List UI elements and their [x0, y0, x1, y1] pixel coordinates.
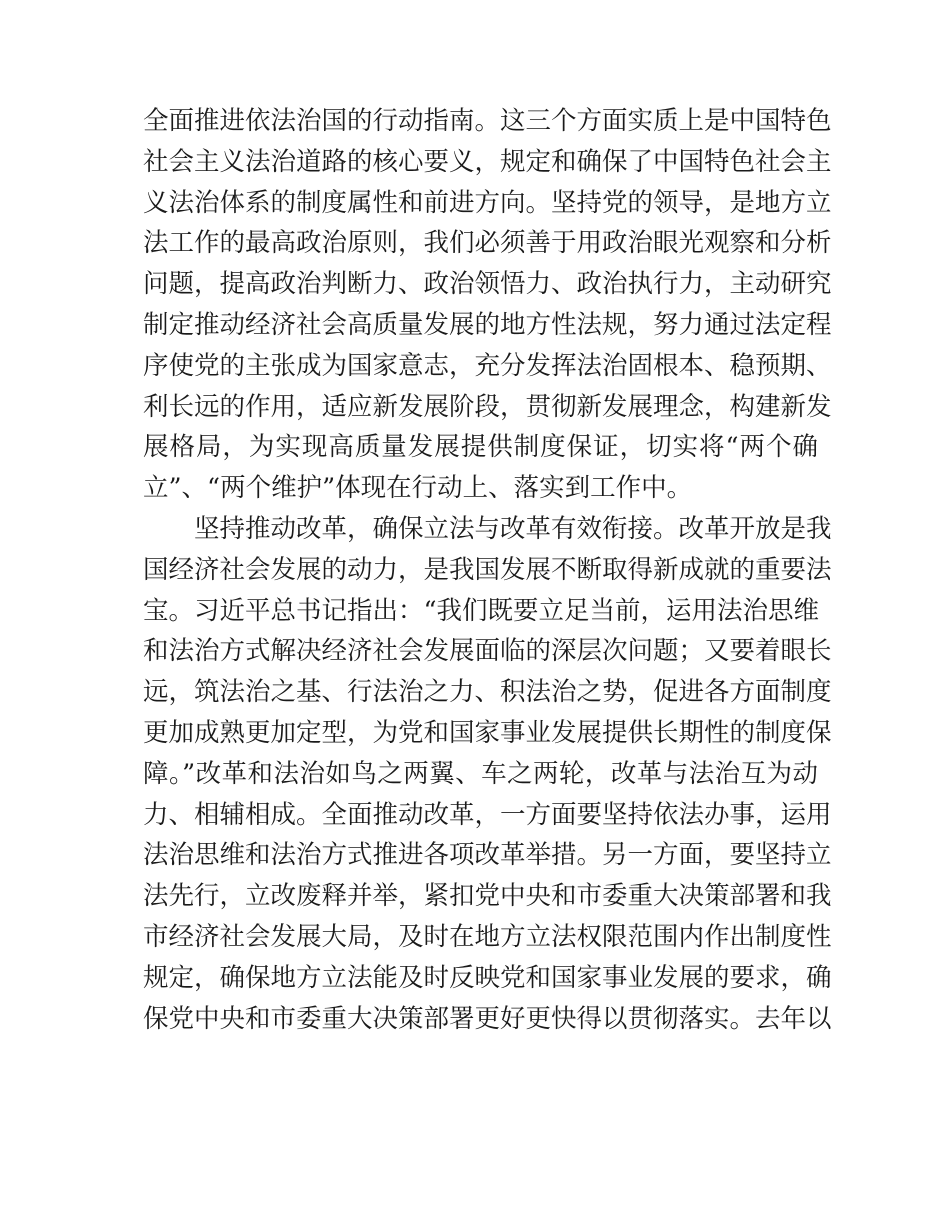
text-line: 更加成熟更加定型，为党和国家事业发展提供长期性的制度保: [143, 717, 832, 748]
text-line: 义法治体系的制度属性和前进方向。坚持党的领导，是地方立: [143, 187, 832, 218]
text-line: 市经济社会发展大局，及时在地方立法权限范围内作出制度性: [143, 921, 832, 952]
text-line: 远，筑法治之基、行法治之力、积法治之势，促进各方面制度: [143, 677, 832, 708]
document-body: [143, 101, 832, 1039]
text-line: 法治思维和法治方式推进各项改革举措。另一方面，要坚持立: [143, 840, 832, 871]
text-line: 全面推进依法治国的行动指南。这三个方面实质上是中国特色: [143, 106, 832, 136]
text-line: 规定，确保地方立法能及时反映党和国家事业发展的要求，确: [143, 962, 832, 993]
text-line: 法先行，立改废释并举，紧扣党中央和市委重大决策部署和我: [143, 881, 832, 912]
text-line: 社会主义法治道路的核心要义，规定和确保了中国特色社会主: [143, 146, 832, 177]
paragraph-1: [143, 101, 832, 509]
text-line: 序使党的主张成为国家意志，充分发挥法治固根本、稳预期、: [143, 350, 832, 381]
text-line: 保党中央和市委重大决策部署更好更快得以贯彻落实。去年以: [143, 1003, 832, 1034]
text-line: 展格局，为实现高质量发展提供制度保证，切实将“两个确: [143, 432, 818, 463]
text-line: 坚持推动改革，确保立法与改革有效衔接。改革开放是我: [194, 513, 832, 544]
paragraph-2: [143, 509, 832, 1039]
text-line: 问题，提高政治判断力、政治领悟力、政治执行力，主动研究: [143, 269, 832, 300]
text-line: 和法治方式解决经济社会发展面临的深层次问题；又要着眼长: [143, 636, 832, 667]
text-line: 宝。习近平总书记指出：“我们既要立足当前，运用法治思维: [143, 595, 820, 626]
text-line: 障。”改革和法治如鸟之两翼、车之两轮，改革与法治互为动: [143, 758, 818, 789]
text-line: 立”、“两个维护”体现在行动上、落实到工作中。: [143, 473, 693, 504]
text-line: 制定推动经济社会高质量发展的地方性法规，努力通过法定程: [143, 309, 832, 340]
text-line: 力、相辅相成。全面推动改革，一方面要坚持依法办事，运用: [143, 799, 832, 830]
text-line: 利长远的作用，适应新发展阶段，贯彻新发展理念，构建新发: [143, 391, 832, 422]
text-line: 国经济社会发展的动力，是我国发展不断取得新成就的重要法: [143, 554, 832, 585]
text-line: 法工作的最高政治原则，我们必须善于用政治眼光观察和分析: [143, 228, 832, 259]
